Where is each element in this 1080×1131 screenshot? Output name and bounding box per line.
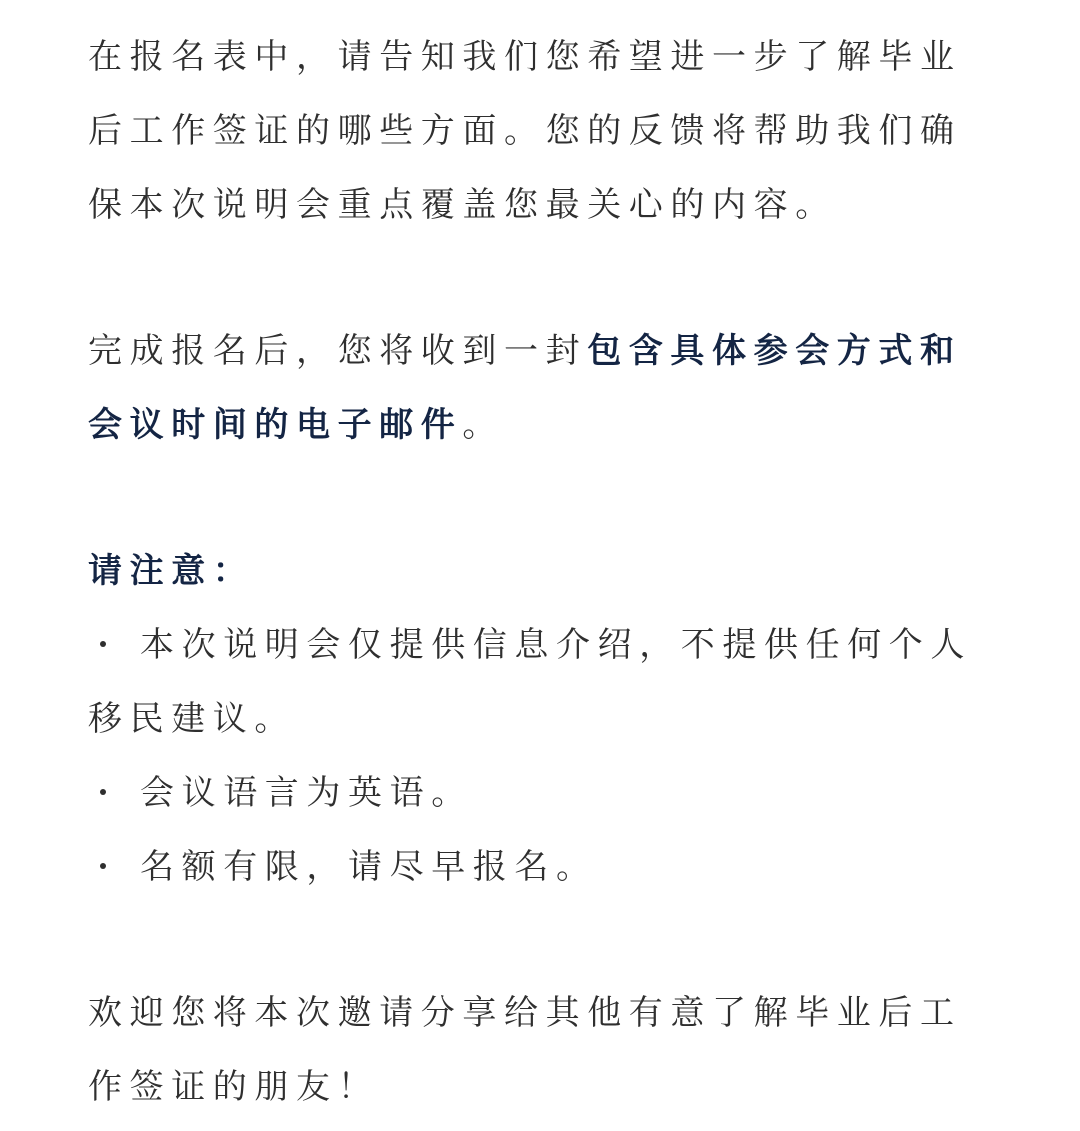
confirmation-suffix: 。 xyxy=(462,405,505,445)
confirmation-highlight: 包含具体参会方式和会议时间的电子邮件 xyxy=(88,331,962,445)
bullet-icon xyxy=(100,863,106,869)
article-body xyxy=(88,20,1000,1124)
note-text: 名额有限，请尽早报名。 xyxy=(140,847,598,887)
list-item xyxy=(88,608,1000,756)
confirmation-paragraph xyxy=(88,314,1000,462)
list-item xyxy=(88,830,1000,904)
note-text: 本次说明会仅提供信息介绍，不提供任何个人移民建议。 xyxy=(88,625,972,739)
list-item xyxy=(88,756,1000,830)
notes-list xyxy=(88,608,1000,904)
intro-paragraph: 在报名表中，请告知我们您希望进一步了解毕业后工作签证的哪些方面。您的反馈将帮助我们确保本次说明会重点覆盖您最关心的内容。 xyxy=(88,37,962,225)
bullet-icon xyxy=(100,789,106,795)
notes-title: 请注意： xyxy=(88,551,255,591)
confirmation-prefix: 完成报名后，您将收到一封 xyxy=(88,331,588,371)
bullet-icon xyxy=(100,641,106,647)
note-text: 会议语言为英语。 xyxy=(140,773,473,813)
closing-paragraph: 欢迎您将本次邀请分享给其他有意了解毕业后工作签证的朋友！ xyxy=(88,993,962,1107)
